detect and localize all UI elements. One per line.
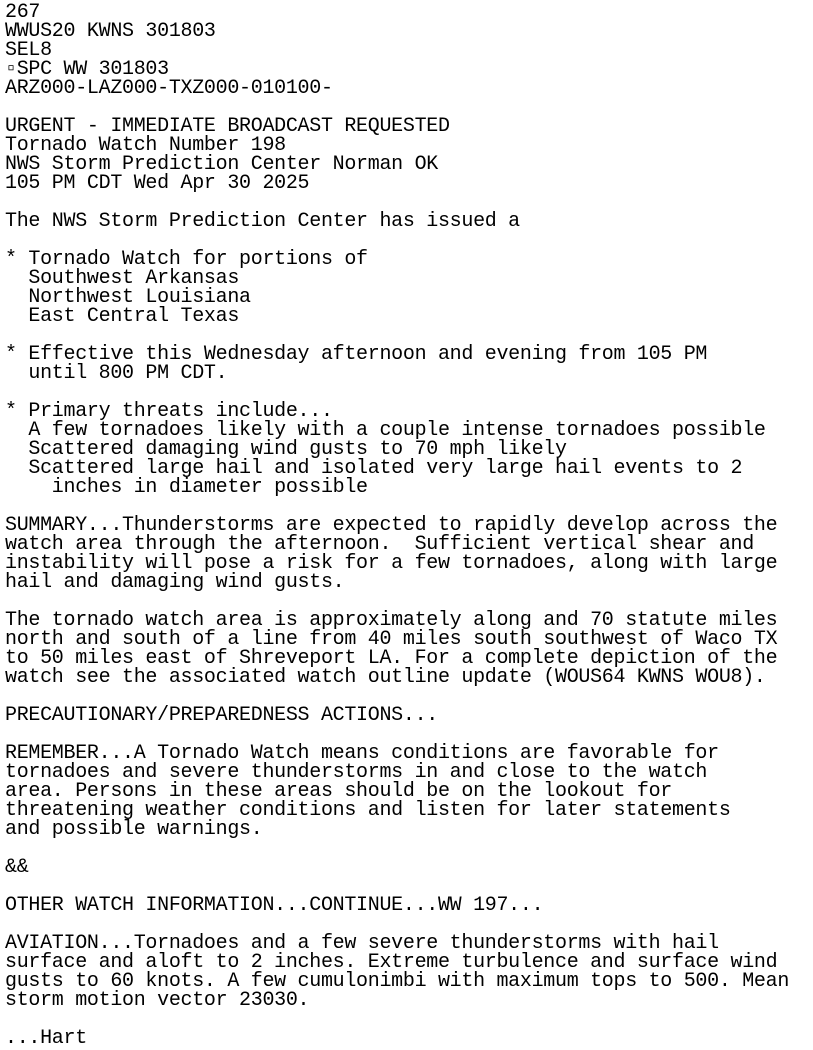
bulletin-line: [5, 1010, 813, 1029]
bulletin-line: The tornado watch area is approximately along and 70 statute miles: [5, 609, 778, 632]
bulletin-line: tornadoes and severe thunderstorms in and close to the watch: [5, 761, 708, 784]
bulletin-line: REMEMBER...A Tornado Watch means conditions are favorable for: [5, 742, 719, 765]
bulletin-line: East Central Texas: [5, 305, 240, 328]
bulletin-line: ...Hart: [5, 1027, 87, 1050]
bulletin-line: and possible warnings.: [5, 818, 263, 841]
bulletin-line: &&: [5, 856, 29, 879]
bulletin-line: Scattered large hail and isolated very large hail events to 2: [5, 457, 743, 480]
bulletin-line: ARZ000-LAZ000-TXZ000-010100-: [5, 77, 333, 100]
bulletin-line: until 800 PM CDT.: [5, 362, 228, 385]
bulletin-line: surface and aloft to 2 inches. Extreme turbulence and surface wind: [5, 951, 778, 974]
bulletin-line: to 50 miles east of Shreveport LA. For a complete depiction of the: [5, 647, 778, 670]
bulletin-line: Scattered damaging wind gusts to 70 mph likely: [5, 438, 567, 461]
bulletin-line: SUMMARY...Thunderstorms are expected to rapidly develop across the: [5, 514, 778, 537]
bulletin-line: The NWS Storm Prediction Center has issued a: [5, 210, 520, 233]
bulletin-line: storm motion vector 23030.: [5, 989, 310, 1012]
bulletin-line: Southwest Arkansas: [5, 267, 240, 290]
bulletin-line: * Primary threats include...: [5, 400, 333, 423]
bulletin-line: instability will pose a risk for a few tornadoes, along with large: [5, 552, 778, 575]
bulletin-line: Tornado Watch Number 198: [5, 134, 286, 157]
bulletin-line: AVIATION...Tornadoes and a few severe thunderstorms with hail: [5, 932, 719, 955]
bulletin-line: URGENT - IMMEDIATE BROADCAST REQUESTED: [5, 115, 450, 138]
bulletin-line: 267: [5, 1, 41, 24]
bulletin-line: ▫SPC WW 301803: [5, 58, 169, 81]
bulletin-line: OTHER WATCH INFORMATION...CONTINUE...WW 197...: [5, 894, 544, 917]
bulletin-line: area. Persons in these areas should be on the lookout for: [5, 780, 673, 803]
bulletin-line: PRECAUTIONARY/PREPAREDNESS ACTIONS...: [5, 704, 438, 727]
bulletin-line: SEL8: [5, 39, 52, 62]
bulletin-line: north and south of a line from 40 miles south southwest of Waco TX: [5, 628, 778, 651]
bulletin-line: A few tornadoes likely with a couple intense tornadoes possible: [5, 419, 766, 442]
bulletin-line: hail and damaging wind gusts.: [5, 571, 345, 594]
bulletin-line: * Tornado Watch for portions of: [5, 248, 368, 271]
bulletin-line: WWUS20 KWNS 301803: [5, 20, 216, 43]
bulletin-line: Northwest Louisiana: [5, 286, 251, 309]
bulletin-line: threatening weather conditions and listen for later statements: [5, 799, 731, 822]
bulletin-line: watch see the associated watch outline update (WOUS64 KWNS WOU8).: [5, 666, 766, 689]
bulletin-line: gusts to 60 knots. A few cumulonimbi with maximum tops to 500. Mean: [5, 970, 790, 993]
bulletin-line: 105 PM CDT Wed Apr 30 2025: [5, 172, 310, 195]
bulletin-line: inches in diameter possible: [5, 476, 368, 499]
bulletin-line: watch area through the afternoon. Sufficient vertical shear and: [5, 533, 754, 556]
bulletin-line: [5, 839, 813, 858]
bulletin-line: NWS Storm Prediction Center Norman OK: [5, 153, 438, 176]
bulletin-line: * Effective this Wednesday afternoon and evening from 105 PM: [5, 343, 708, 366]
